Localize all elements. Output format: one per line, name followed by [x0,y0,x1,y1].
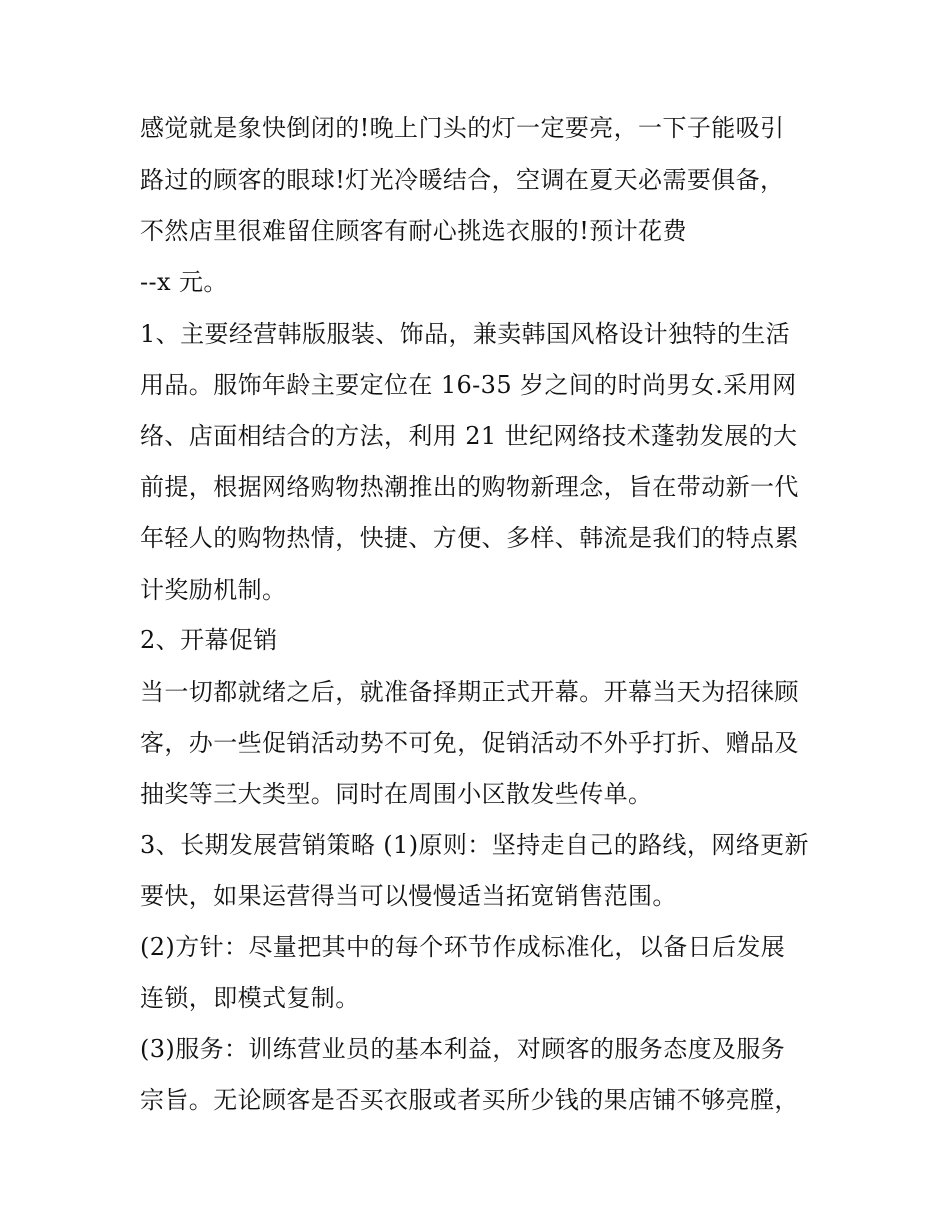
text-line: 要快，如果运营得当可以慢慢适当拓宽销售范围。 [140,882,677,910]
text-line: 3、长期发展营销策略 (1)原则：坚持走自己的路线，网络更新 [140,831,809,859]
text-line: 1、主要经营韩版服装、饰品，兼卖韩国风格设计独特的生活 [140,320,791,348]
text-line: 用品。服饰年龄主要定位在 16-35 岁之间的时尚男女.采用网 [140,371,797,399]
text-line: 年轻人的购物热情，快捷、方便、多样、韩流是我们的特点累 [140,524,799,552]
text-line: 宗旨。无论顾客是否买衣服或者买所少钱的果店铺不够亮膛， [140,1086,799,1114]
text-line: (3)服务：训练营业员的基本利益，对顾客的服务态度及服务 [140,1035,786,1063]
text-line: 感觉就是象快倒闭的!晚上门头的灯一定要亮，一下子能吸引 [140,114,785,142]
text-line: 不然店里很难留住顾客有耐心挑选衣服的!预计花费 [140,217,687,245]
text-line: 客，办一些促销活动势不可免，促销活动不外乎打折、赠品及 [140,729,799,757]
text-line: (2)方针：尽量把其中的每个环节作成标准化，以备日后发展 [140,933,786,961]
text-line: 络、店面相结合的方法，利用 21 世纪网络技术蓬勃发展的大 [140,422,798,450]
text-line: 前提，根据网络购物热潮推出的购物新理念，旨在带动新一代 [140,473,799,501]
text-line: 连锁，即模式复制。 [140,984,360,1012]
text-line: 2、开幕促销 [140,626,278,654]
text-line: 抽奖等三大类型。同时在周围小区散发些传单。 [140,780,653,808]
text-line: 路过的顾客的眼球!灯光冷暖结合，空调在夏天必需要俱备， [140,166,785,194]
text-line: 当一切都就绪之后，就准备择期正式开幕。开幕当天为招徕顾 [140,678,799,706]
text-line: --x 元。 [140,268,228,296]
text-line: 计奖励机制。 [140,576,287,604]
